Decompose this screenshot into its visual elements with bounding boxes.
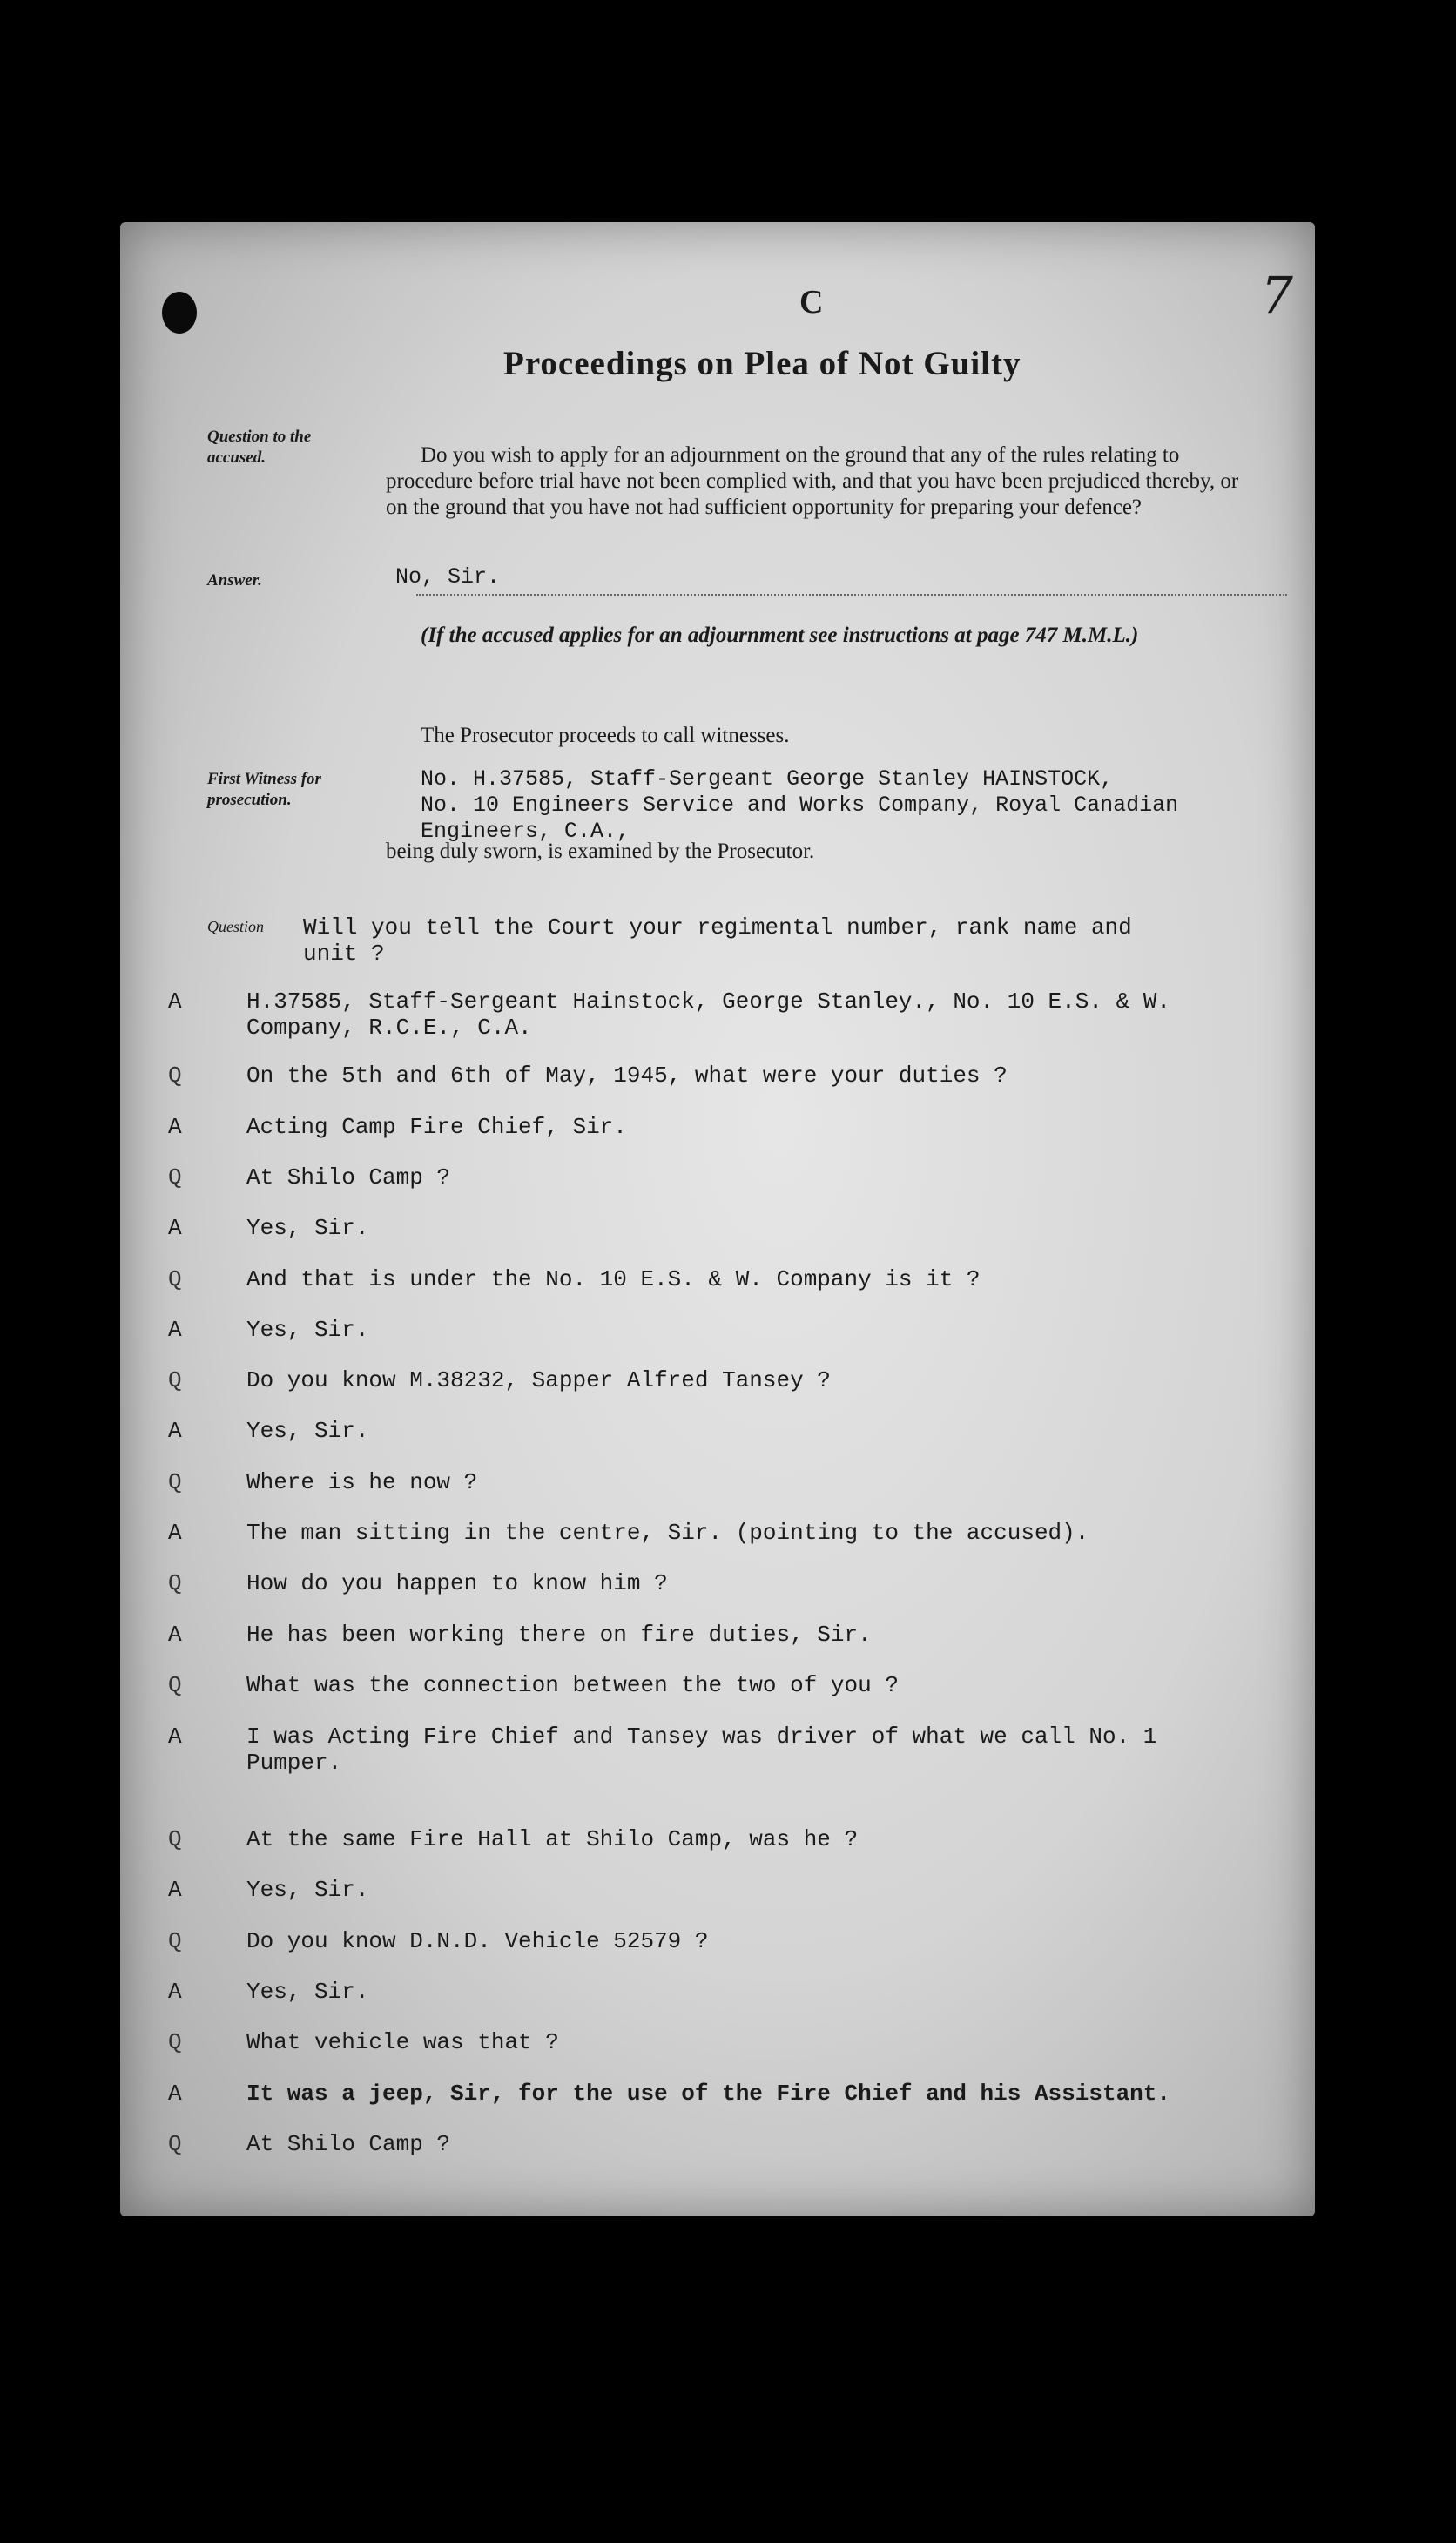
- answer-label: Answer.: [207, 571, 262, 590]
- question-line: Do you know D.N.D. Vehicle 52579 ?: [246, 1928, 709, 1954]
- question-line: At the same Fire Hall at Shilo Camp, was he ?: [246, 1826, 859, 1852]
- instruction-note: (If the accused applies for an adjournment see instructions at page 747 M.M.L.): [421, 624, 1139, 647]
- witness-line-1: No. H.37585, Staff-Sergeant George Stanley HAINSTOCK,: [421, 766, 1114, 792]
- answer-line: Yes, Sir.: [246, 1317, 369, 1343]
- question-line: Do you know M.38232, Sapper Alfred Tansey ?: [246, 1367, 831, 1393]
- question-line: Where is he now ?: [246, 1469, 478, 1495]
- qa-prefix: A: [168, 1520, 182, 1546]
- answer-line: Yes, Sir.: [246, 1877, 369, 1903]
- witness-line-3: Engineers, C.A.,: [421, 819, 630, 844]
- page-number: 7: [1261, 266, 1293, 325]
- answer-line: It was a jeep, Sir, for the use of the Fire Chief and his Assistant.: [246, 2081, 1170, 2107]
- question-line: And that is under the No. 10 E.S. & W. Company is it ?: [246, 1266, 981, 1292]
- witness-sworn-line: being duly sworn, is examined by the Prosecutor.: [386, 840, 815, 863]
- qa-prefix: Q: [168, 1672, 182, 1698]
- question-line: Will you tell the Court your regimental number, rank name and unit ?: [303, 914, 1132, 967]
- qa-prefix: A: [168, 2081, 182, 2107]
- qa-prefix: A: [168, 1317, 182, 1343]
- qa-prefix: Q: [168, 1164, 182, 1191]
- section-letter: C: [799, 284, 824, 320]
- qa-prefix: A: [168, 1215, 182, 1241]
- answer-line: I was Acting Fire Chief and Tansey was driver of what we call No. 1 Pumper.: [246, 1723, 1157, 1776]
- page-title: Proceedings on Plea of Not Guilty: [503, 345, 1021, 382]
- qa-prefix: A: [168, 1622, 182, 1648]
- qa-prefix: A: [168, 1418, 182, 1444]
- answer-line: Yes, Sir.: [246, 1979, 369, 2005]
- answer-line: The man sitting in the centre, Sir. (pointing to the accused).: [246, 1520, 1089, 1546]
- answer-line: Yes, Sir.: [246, 1418, 369, 1444]
- question-line: At Shilo Camp ?: [246, 1164, 451, 1191]
- witness-line-2: No. 10 Engineers Service and Works Company, Royal Canadian: [421, 793, 1179, 818]
- question-label: Question to the accused.: [207, 428, 312, 467]
- witness-label: First Witness for prosecution.: [207, 770, 321, 809]
- answer-line: H.37585, Staff-Sergeant Hainstock, George Stanley., No. 10 E.S. & W. Company, R.C.E., C.A.: [246, 988, 1170, 1041]
- question-text: Do you wish to apply for an adjournment on the ground that any of the rules relating to procedure before trial have not been complied with, and that you have been prejudiced thereby, or on the ground that you have not had sufficient opportunity for preparing your defence?: [386, 443, 1239, 519]
- question-line: At Shilo Camp ?: [246, 2131, 451, 2157]
- qa-prefix: Q: [168, 2029, 182, 2055]
- qa-prefix: Q: [168, 2131, 182, 2157]
- answer-text: No, Sir.: [395, 564, 501, 590]
- question-line: What vehicle was that ?: [246, 2029, 559, 2055]
- qa-prefix: Q: [168, 1928, 182, 1954]
- qa-prefix: Q: [168, 1826, 182, 1852]
- qa-prefix: Q: [168, 1469, 182, 1495]
- qa-prefix: Q: [168, 1570, 182, 1596]
- document-page: [120, 222, 1315, 2216]
- qa-prefix: A: [168, 1114, 182, 1140]
- answer-line: Yes, Sir.: [246, 1215, 369, 1241]
- qa-prefix: A: [168, 1877, 182, 1903]
- punch-hole: [162, 292, 197, 334]
- question-line: On the 5th and 6th of May, 1945, what were your duties ?: [246, 1062, 1008, 1089]
- qa-prefix: A: [168, 1723, 182, 1750]
- qa-prefix: A: [168, 1979, 182, 2005]
- answer-line: Acting Camp Fire Chief, Sir.: [246, 1114, 627, 1140]
- answer-dotted-line: [416, 594, 1287, 596]
- question-line: What was the connection between the two of you ?: [246, 1672, 899, 1698]
- qa-prefix: Q: [168, 1367, 182, 1393]
- qa-prefix: A: [168, 988, 182, 1015]
- qa-prefix: Q: [168, 1062, 182, 1089]
- answer-line: He has been working there on fire duties, Sir.: [246, 1622, 872, 1648]
- prosecutor-line: The Prosecutor proceeds to call witnesses.: [421, 724, 790, 747]
- qa-prefix: Question: [207, 918, 264, 935]
- question-line: How do you happen to know him ?: [246, 1570, 668, 1596]
- qa-prefix: Q: [168, 1266, 182, 1292]
